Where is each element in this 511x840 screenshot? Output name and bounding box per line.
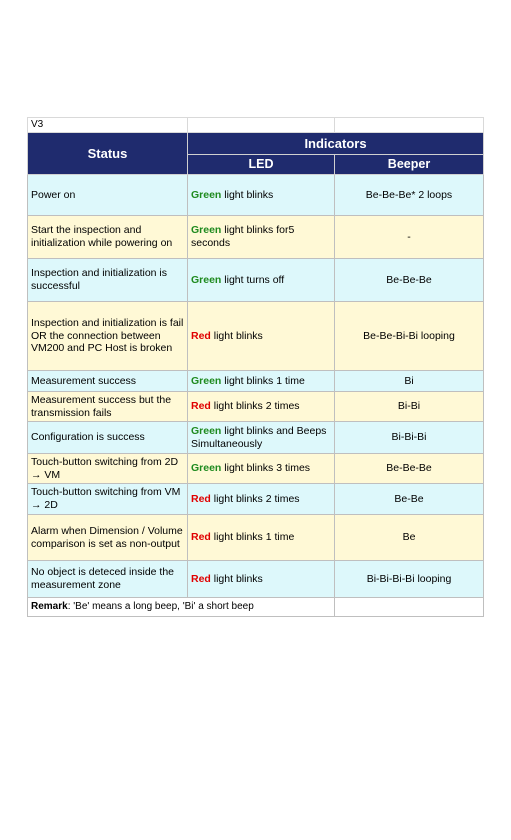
led-color: Green bbox=[191, 462, 222, 475]
beeper-cell: Be-Be bbox=[335, 484, 484, 515]
led-color: Red bbox=[191, 329, 211, 342]
led-cell: Red light blinks 2 times bbox=[188, 484, 335, 515]
led-cell: Green light turns off bbox=[188, 259, 335, 302]
status-cell: Configuration is success bbox=[28, 422, 188, 454]
led-cell: Green light blinks 1 time bbox=[188, 371, 335, 392]
led-header: LED bbox=[188, 155, 335, 175]
table-row bbox=[28, 561, 484, 598]
status-cell: Start the inspection and initialization while powering on bbox=[28, 216, 188, 259]
led-cell: Green light blinks for5 seconds bbox=[188, 216, 335, 259]
remark-label: Remark bbox=[31, 600, 68, 612]
status-cell: Alarm when Dimension / Volume comparison is set as non-output bbox=[28, 515, 188, 561]
led-color: Red bbox=[191, 400, 211, 413]
status-cell: Power on bbox=[28, 175, 188, 216]
beeper-cell: Be-Be-Be bbox=[335, 259, 484, 302]
led-cell: Green light blinks bbox=[188, 175, 335, 216]
led-cell: Green light blinks and Beeps Simultaneously bbox=[188, 422, 335, 454]
led-cell: Green light blinks 3 times bbox=[188, 454, 335, 484]
remark-row bbox=[28, 598, 484, 617]
header-row-top bbox=[28, 133, 484, 155]
table-row bbox=[28, 454, 484, 484]
status-cell: Measurement success bbox=[28, 371, 188, 392]
led-color: Red bbox=[191, 531, 211, 544]
led-color: Green bbox=[191, 424, 222, 437]
table-row bbox=[28, 515, 484, 561]
status-indicator-table bbox=[27, 117, 484, 617]
status-cell: No object is deteced inside the measurement zone bbox=[28, 561, 188, 598]
remark-cell bbox=[28, 598, 335, 617]
status-header: Status bbox=[28, 133, 188, 175]
version-label: V3 bbox=[28, 118, 188, 133]
led-color: Green bbox=[191, 224, 222, 237]
table-row bbox=[28, 216, 484, 259]
beeper-cell: Bi-Bi-Bi-Bi looping bbox=[335, 561, 484, 598]
status-cell: Inspection and initialization is successful bbox=[28, 259, 188, 302]
led-cell: Red light blinks 2 times bbox=[188, 392, 335, 422]
version-row bbox=[28, 118, 484, 133]
led-color: Red bbox=[191, 492, 211, 505]
beeper-cell: Bi bbox=[335, 371, 484, 392]
status-cell: Touch-button switching from 2D → VM bbox=[28, 454, 188, 484]
beeper-cell: Be bbox=[335, 515, 484, 561]
table-row bbox=[28, 302, 484, 371]
table-row bbox=[28, 422, 484, 454]
led-color: Green bbox=[191, 273, 222, 286]
beeper-cell: Bi-Bi-Bi bbox=[335, 422, 484, 454]
beeper-cell: Be-Be-Be* 2 loops bbox=[335, 175, 484, 216]
status-indicator-table-sheet bbox=[27, 117, 483, 617]
table-row bbox=[28, 371, 484, 392]
beeper-cell: Be-Be-Bi-Bi looping bbox=[335, 302, 484, 371]
led-cell: Red light blinks 1 time bbox=[188, 515, 335, 561]
indicators-header: Indicators bbox=[188, 133, 484, 155]
led-cell: Red light blinks bbox=[188, 302, 335, 371]
table-row bbox=[28, 175, 484, 216]
remark-text: : 'Be' means a long beep, 'Bi' a short beep bbox=[67, 600, 254, 612]
led-color: Red bbox=[191, 572, 211, 585]
led-color: Green bbox=[191, 374, 222, 387]
status-cell: Touch-button switching from VM → 2D bbox=[28, 484, 188, 515]
led-cell: Red light blinks bbox=[188, 561, 335, 598]
beeper-header: Beeper bbox=[335, 155, 484, 175]
table-row bbox=[28, 484, 484, 515]
beeper-cell: Be-Be-Be bbox=[335, 454, 484, 484]
table-row bbox=[28, 392, 484, 422]
led-color: Green bbox=[191, 188, 222, 201]
status-cell: Inspection and initialization is fail OR the connection between VM200 and PC Host is broken bbox=[28, 302, 188, 371]
status-cell: Measurement success but the transmission fails bbox=[28, 392, 188, 422]
beeper-cell: - bbox=[335, 216, 484, 259]
table-row bbox=[28, 259, 484, 302]
beeper-cell: Bi-Bi bbox=[335, 392, 484, 422]
